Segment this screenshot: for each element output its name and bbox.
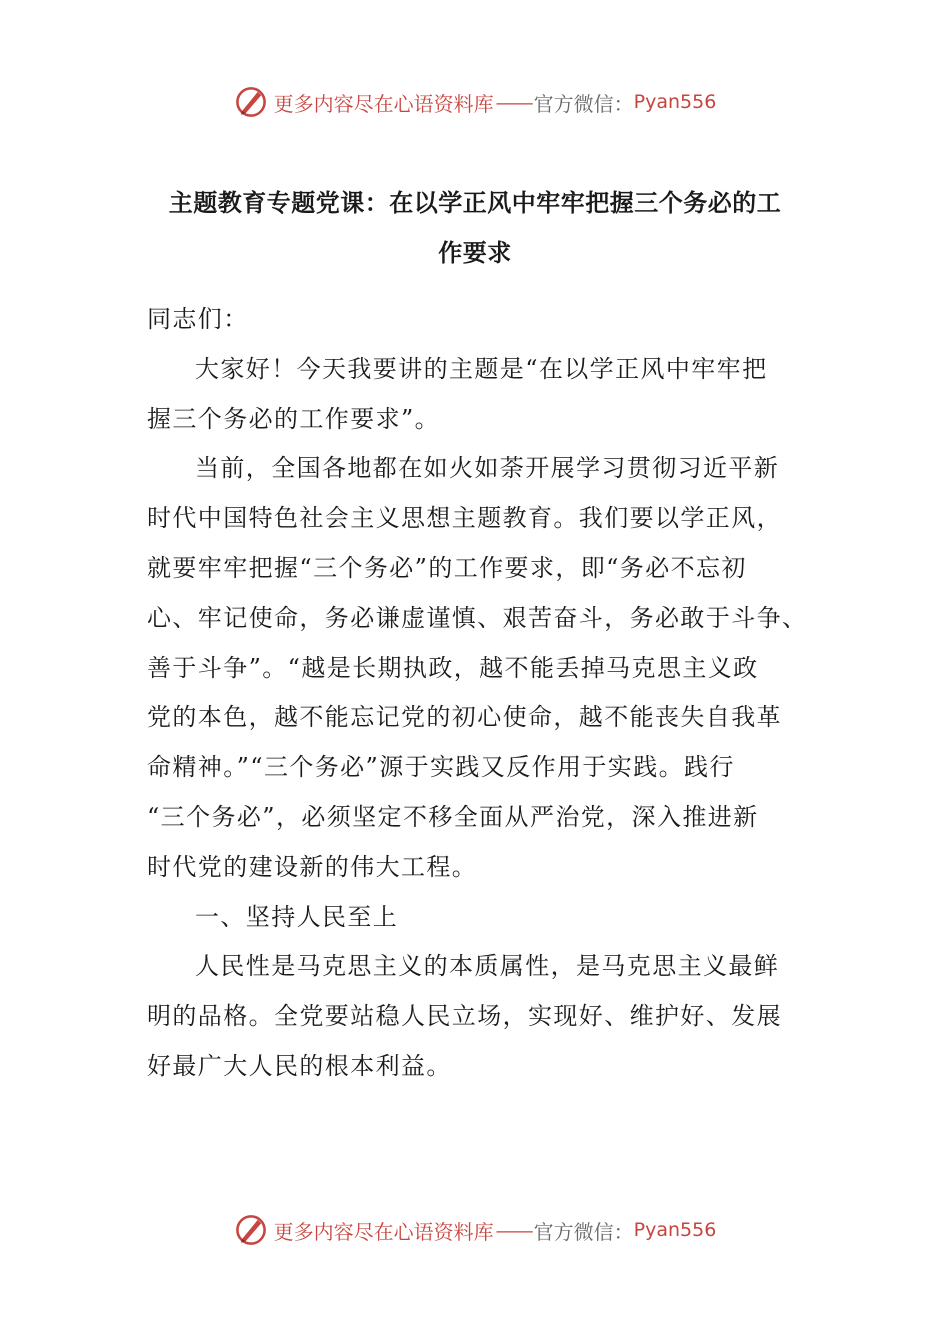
watermark-text [274, 1216, 717, 1245]
body-line: 人民性是马克思主义的本质属性，是马克思主义最鲜 [195, 952, 780, 981]
body-line: 就要牢牢把握“三个务必”的工作要求，即“务必不忘初 [147, 553, 747, 582]
title-line-1: 主题教育专题党课：在以学正风中牢牢把握三个务必的工 [168, 189, 782, 217]
watermark-wechat-id: Pyan556 [633, 91, 717, 113]
body-line: 心、牢记使命，务必谦虚谨慎、艰苦奋斗，务必敢于斗争、 [147, 603, 808, 632]
document-title [148, 178, 802, 278]
watermark-wechat-id: Pyan556 [633, 1219, 717, 1241]
watermark-red-text: 更多内容尽在心语资料库 [273, 1219, 494, 1244]
watermark-text [274, 88, 717, 117]
body-line: 明的品格。全党要站稳人民立场，实现好、维护好、发展 [147, 1002, 782, 1031]
document-body [147, 295, 808, 1092]
body-line: 时代党的建设新的伟大工程。 [147, 852, 478, 881]
pen-circle-logo-icon [234, 85, 268, 119]
salutation: 同志们： [147, 305, 249, 333]
watermark-gray-text: 官方微信： [533, 91, 634, 116]
body-line: 时代中国特色社会主义思想主题教育。我们要以学正风， [147, 504, 782, 533]
body-line: 善于斗争”。“越是长期执政，越不能丢掉马克思主义政 [147, 653, 759, 682]
section-heading: 一、坚持人民至上 [195, 902, 399, 931]
body-line: 好最广大人民的根本利益。 [147, 1051, 452, 1080]
title-line-2: 作要求 [438, 239, 512, 267]
body-line: 大家好！今天我要讲的主题是“在以学正风中牢牢把 [195, 354, 768, 383]
footer-watermark [0, 1210, 950, 1250]
watermark-red-text: 更多内容尽在心语资料库 [273, 91, 494, 116]
body-line: “三个务必”，必须坚定不移全面从严治党，深入推进新 [147, 802, 759, 831]
body-line: 握三个务必的工作要求”。 [147, 404, 441, 433]
watermark-gray-text: 官方微信： [533, 1219, 634, 1244]
watermark-dash: —— [495, 1218, 532, 1242]
body-line: 命精神。”“三个务必”源于实践又反作用于实践。践行 [147, 753, 735, 782]
header-watermark [0, 82, 950, 122]
watermark-dash: —— [495, 90, 532, 114]
body-line: 当前，全国各地都在如火如荼开展学习贯彻习近平新 [195, 454, 780, 483]
pen-circle-logo-icon [234, 1213, 268, 1247]
body-line: 党的本色，越不能忘记党的初心使命，越不能丧失自我革 [147, 703, 782, 732]
